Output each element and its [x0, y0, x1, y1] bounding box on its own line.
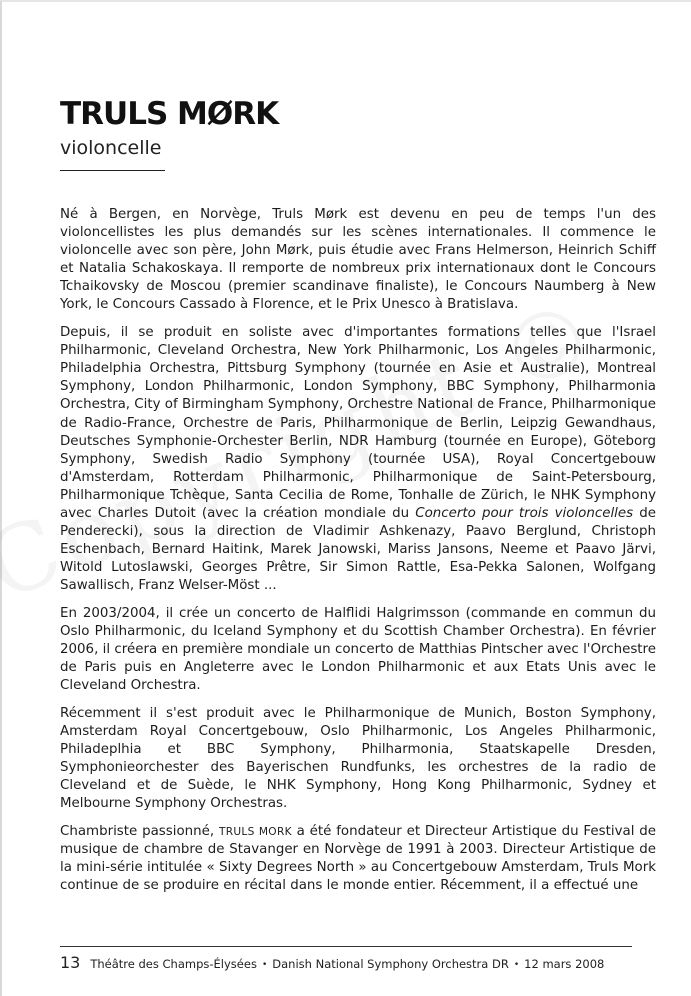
page-footer [60, 953, 604, 972]
artist-name-smallcaps: TRULS MORK [218, 826, 292, 838]
footer-date: 12 mars 2008 [524, 957, 605, 971]
biography-text [60, 206, 656, 905]
footer-divider [60, 946, 632, 947]
page-title: TRULS MØRK [60, 96, 279, 132]
paragraph-soloist [60, 324, 656, 595]
footer-separator: • [513, 960, 520, 970]
paragraph-recent: Récemment il s'est produit avec le Philharmonique de Munich, Boston Symphony, Amsterdam Royal Concertgebouw, Oslo Philharmonic, Los Angeles Philharmonic, Philadeplhia et BBC Symphony, Philharmonia, Staatskapelle Dresden, Symphonieorchester des Bayerischen Rundfunks, les orchestres de la radio de Cleveland et de Suède, le NHK Symphony, Hong Kong Philharmonic, Sydney et Melbourne Symphony Orchestras. [60, 705, 656, 812]
paragraph-soloist-part2: de Penderecki), sous la direction de Vladimir Ashkenazy, Paavo Berglund, Christoph Eschenbach, Bernard Haitink, Marek Janowski, Mariss Jansons, Neeme et Paavo Järvi, Witold Lutoslawski, Georges Prêtre, Sir Simon Rattle, Esa-Pekka Salonen, Wolfgang Sawallisch, Franz Welser-Möst ... [60, 506, 657, 594]
title-underline [60, 170, 165, 171]
footer-orchestra: Danish National Symphony Orchestra DR [272, 957, 509, 971]
paragraph-creations: En 2003/2004, il crée un concerto de Halflidi Halgrimsson (commande en commun du Oslo Philharmonic, du Iceland Symphony et du Scottish Chamber Orchestra). En février 2006, il créera en première mondiale un concerto de Matthias Pintscher avec l'Orchestre de Paris puis en Angleterre avec le London Philharmonic et aux Etats Unis avec le Cleveland Orchestra. [60, 605, 656, 694]
paragraph-chamber-part2: a été fondateur et Directeur Artistique du Festival de musique de chambre de Stavanger en Norvège de 1991 à 2003. Directeur Artistique de la mini-série intitulée « Sixty Degrees North » au Concertgebouw Amsterdam, Truls Mork continue de se produire en récital dans le monde entier. Récemment, il a effectué une [60, 824, 656, 894]
page-number: 13 [60, 953, 81, 972]
paragraph-chamber-part1: Chambriste passionné, [60, 824, 219, 839]
work-title: Concerto pour trois violoncelles [415, 506, 634, 521]
footer-separator: • [261, 960, 268, 970]
paragraph-soloist-part1: Depuis, il se produit en soliste avec d'importantes formations telles que l'Israel Philharmonic, Cleveland Orchestra, New York Philharmonic, Los Angeles Philharmonic, Philadelphia Orchestra, Pittsburg Symphony (tournée en Asie et Australie), Montreal Symphony, London Philharmonic, London Symphony, BBC Symphony, Philharmonia Orchestra, City of Birmingham Symphony, Orchestre National de France, Philharmonique de Radio-France, Orchestre de Paris, Philharmonique de Berlin, Leipzig Gewandhaus, Deutsches Symphonie-Orchester Berlin, NDR Hamburg (tournée en Europe), Göteborg Symphony, Swedish Radio Symphony (tournée USA), Royal Concertgebouw d'Amsterdam, Rotterdam Philharmonic, Philharmonique de Saint-Petersbourg, Philharmonique Tchèque, Santa Cecilia de Rome, Tonhalle de Zürich, le NHK Symphony avec Charles Dutoit (avec la création mondiale du [60, 325, 656, 521]
page-subtitle: violoncelle [60, 137, 162, 159]
paragraph-chamber [60, 823, 656, 895]
footer-venue: Théâtre des Champs-Élysées [90, 957, 257, 971]
paragraph-birth: Né à Bergen, en Norvège, Truls Mørk est devenu en peu de temps l'un des violoncellistes les plus demandés sur les scènes internationales. Il commence le violoncelle avec son père, John Mørk, puis étudie avec Frans Helmerson, Heinrich Schiff et Natalia Schakoskaya. Il remporte de nombreux prix internationaux dont le Concours Tchaikovsky de Moscou (premier scandinave finaliste), le Concours Naumberg à New York, le Concours Cassado à Florence, et le Prix Unesco à Bratislava. [60, 207, 656, 313]
